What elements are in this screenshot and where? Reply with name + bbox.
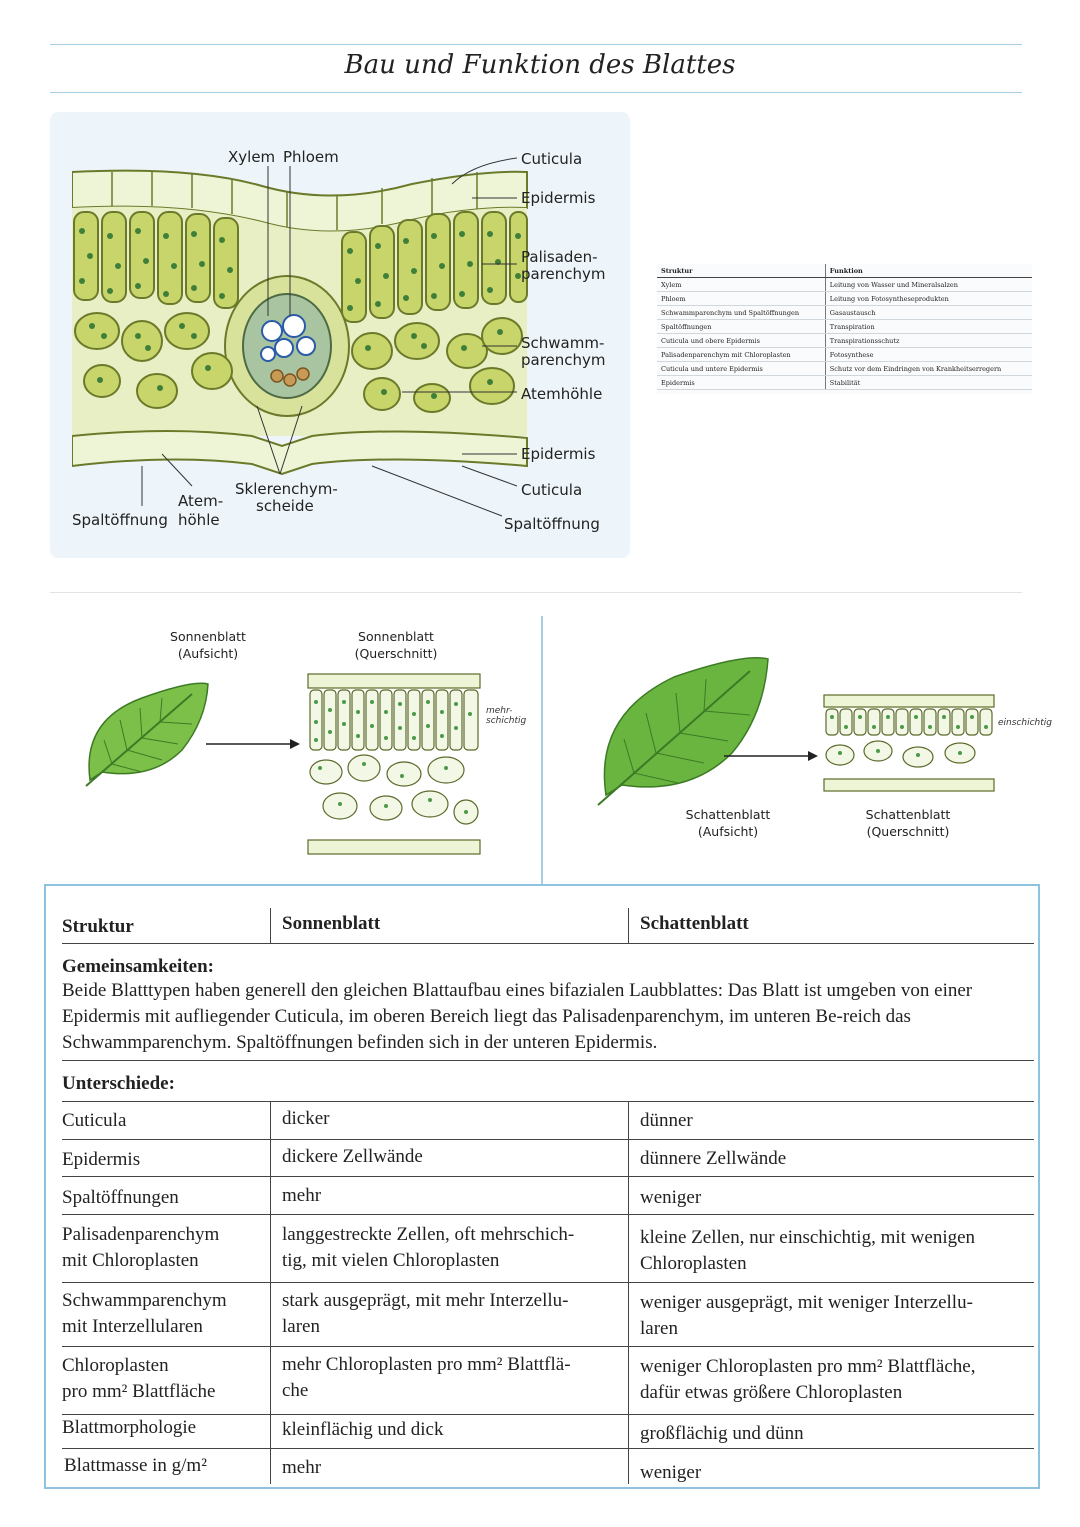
function-table-header [657, 264, 1032, 278]
caption-line: Sonnenblatt [170, 629, 246, 644]
table-cell: Xylem [657, 278, 825, 292]
caption-shade-top [676, 806, 780, 840]
cell-line: langgestreckte Zellen, oft mehrschich- [282, 1224, 575, 1245]
caption-line: (Aufsicht) [697, 824, 759, 839]
cell-line: che [282, 1380, 309, 1401]
row-palisaden-structure [62, 1222, 219, 1274]
label-atem-1: Atem- [178, 492, 224, 510]
table-cell: Epidermis [657, 376, 825, 390]
title-underline [50, 92, 1022, 93]
row-palisaden-shade [640, 1225, 975, 1277]
cell-line: Chloroplasten [62, 1355, 169, 1376]
row-chloroplasten-sun [282, 1352, 571, 1404]
cell-line: kleine Zellen, nur einschichtig, mit wenigen [640, 1227, 976, 1248]
row-rule [62, 1214, 1034, 1215]
table-cell: Cuticula und untere Epidermis [657, 362, 825, 376]
row-schwamm-sun [282, 1288, 568, 1340]
row-rule [62, 1282, 1034, 1283]
table-row [657, 348, 1032, 362]
header-divider [628, 908, 629, 944]
row-epidermis-sun: dickere Zellwände [282, 1146, 423, 1167]
table-row [657, 362, 1032, 376]
row-morphologie-sun: kleinflächig und dick [282, 1419, 444, 1440]
caption-line: (Querschnitt) [866, 824, 950, 839]
cell-line: Palisadenparenchym [62, 1224, 220, 1245]
function-table-header-funktion: Funktion [825, 264, 1032, 278]
header-sonnenblatt: Sonnenblatt [282, 913, 381, 934]
row-spaltoeffnungen-sun: mehr [282, 1185, 322, 1206]
table-row [657, 278, 1032, 292]
note-line: schichtig [486, 716, 527, 726]
section-divider [50, 592, 1022, 593]
cell-line: laren [640, 1318, 678, 1339]
table-cell: Fotosynthese [825, 348, 1032, 362]
row-morphologie-shade: großflächig und dünn [640, 1423, 804, 1444]
row-rule [62, 1139, 1034, 1140]
label-spaltoeffnung-left: Spaltöffnung [72, 511, 168, 529]
common-title: Gemeinsamkeiten: [62, 956, 214, 977]
table-row [657, 334, 1032, 348]
label-palisaden-2: parenchym [521, 265, 606, 283]
sun-leaf-cross-section [306, 672, 482, 858]
cell-line: weniger ausgeprägt, mit weniger Interzellu- [640, 1292, 973, 1313]
note-sun [486, 706, 536, 726]
label-spaltoeffnung-right: Spaltöffnung [504, 515, 600, 533]
header-schattenblatt: Schattenblatt [640, 913, 749, 934]
table-cell: Transpirationsschutz [825, 334, 1032, 348]
top-rule [50, 44, 1022, 45]
common-rule [62, 1060, 1034, 1061]
label-atem-2: höhle [178, 511, 220, 529]
row-epidermis-shade: dünnere Zellwände [640, 1148, 787, 1169]
cell-line: stark ausgeprägt, mit mehr Interzellu- [282, 1290, 569, 1311]
cell-line: weniger Chloroplasten pro mm² Blattfläche, [640, 1356, 976, 1377]
figure-divider [541, 616, 543, 884]
caption-shade-cross [856, 806, 960, 840]
cell-line: mit Chloroplasten [62, 1250, 199, 1271]
header-struktur: Struktur [62, 916, 134, 937]
table-cell: Schwammparenchym und Spaltöffnungen [657, 306, 825, 320]
table-cell: Cuticula und obere Epidermis [657, 334, 825, 348]
diff-rule [62, 1101, 1034, 1102]
row-rule [62, 1414, 1034, 1415]
cell-line: Chloroplasten [640, 1253, 747, 1274]
header-rule [62, 943, 1034, 944]
caption-sun-top [150, 628, 266, 662]
row-blattmasse-sun: mehr [282, 1457, 322, 1478]
shade-arrow [722, 748, 822, 764]
label-phloem: Phloem [283, 148, 339, 166]
label-epidermis-bottom: Epidermis [521, 445, 596, 463]
label-schwamm-2: parenchym [521, 351, 606, 369]
table-row [657, 376, 1032, 390]
label-cuticula-top: Cuticula [521, 150, 583, 168]
label-palisaden-1: Palisaden- [521, 248, 598, 266]
row-cuticula-sun: dicker [282, 1108, 330, 1129]
cell-line: mit Interzellularen [62, 1316, 203, 1337]
row-blattmasse-structure: Blattmasse in g/m² [64, 1455, 207, 1476]
row-spaltoeffnungen-structure: Spaltöffnungen [62, 1187, 179, 1208]
row-rule [62, 1176, 1034, 1177]
function-table [657, 264, 1032, 394]
cell-line: dafür etwas größere Chloroplasten [640, 1382, 903, 1403]
row-cuticula-structure: Cuticula [62, 1110, 127, 1131]
row-cuticula-shade: dünner [640, 1110, 693, 1131]
row-rule [62, 1448, 1034, 1449]
label-atemhoehle-right: Atemhöhle [521, 385, 603, 403]
row-morphologie-structure: Blattmorphologie [62, 1417, 197, 1438]
table-cell: Leitung von Fotosyntheseprodukten [825, 292, 1032, 306]
table-cell: Gasaustausch [825, 306, 1032, 320]
row-rule [62, 1346, 1034, 1347]
row-epidermis-structure: Epidermis [62, 1149, 141, 1170]
caption-line: Schattenblatt [865, 807, 951, 822]
cell-line: tig, mit vielen Chloroplasten [282, 1250, 500, 1271]
table-cell: Spaltöffnungen [657, 320, 825, 334]
sun-leaf-illustration [82, 680, 212, 790]
common-text: Beide Blatttypen haben generell den gleichen Blattaufbau eines bifazialen Laubblattes: Das Blatt ist umgeben von einer Epidermis mit aufliegender Cuticula, im oberen Bereich liegt das Palisadenparenchym, im unteren Be-reich das Schwammparenchym. Spaltöffnungen befinden sich in der unteren Epidermis. [62, 980, 973, 1053]
row-chloroplasten-structure [62, 1353, 215, 1405]
table-cell: Leitung von Wasser und Mineralsalzen [825, 278, 1032, 292]
row-blattmasse-shade: weniger [640, 1462, 702, 1483]
label-epidermis-top: Epidermis [521, 189, 596, 207]
row-chloroplasten-shade [640, 1354, 975, 1406]
caption-line: Schattenblatt [685, 807, 771, 822]
cell-line: laren [282, 1316, 320, 1337]
cell-line: Schwammparenchym [62, 1290, 227, 1311]
column-divider [628, 1101, 629, 1484]
table-cell: Transpiration [825, 320, 1032, 334]
caption-line: (Aufsicht) [177, 646, 239, 661]
header-divider [270, 908, 271, 944]
cell-line: mehr Chloroplasten pro mm² Blattflä- [282, 1354, 571, 1375]
shade-leaf-illustration [594, 655, 774, 810]
note-shade: einschichtig [998, 718, 1052, 728]
row-schwamm-shade [640, 1290, 973, 1342]
diff-title: Unterschiede: [62, 1073, 175, 1094]
table-cell: Phloem [657, 292, 825, 306]
label-sklerenchym-1: Sklerenchym- [235, 480, 338, 498]
function-table-header-struktur: Struktur [657, 264, 825, 278]
comparison-table [44, 884, 1040, 1489]
shade-leaf-cross-section [822, 693, 996, 795]
caption-line: (Querschnitt) [354, 646, 438, 661]
label-cuticula-bottom: Cuticula [521, 481, 583, 499]
table-row [657, 320, 1032, 334]
note-line: mehr- [486, 706, 513, 716]
cell-line: pro mm² Blattfläche [62, 1381, 216, 1402]
table-cell: Stabilität [825, 376, 1032, 390]
column-divider [270, 1101, 271, 1484]
row-schwamm-structure [62, 1288, 227, 1340]
label-sklerenchym-2: scheide [256, 497, 314, 515]
table-cell: Palisadenparenchym mit Chloroplasten [657, 348, 825, 362]
page-title: Bau und Funktion des Blattes [344, 50, 736, 80]
label-schwamm-1: Schwamm- [521, 334, 605, 352]
row-spaltoeffnungen-shade: weniger [640, 1187, 702, 1208]
caption-line: Sonnenblatt [358, 629, 434, 644]
sun-arrow [204, 736, 304, 752]
label-xylem: Xylem [228, 148, 276, 166]
table-cell: Schutz vor dem Eindringen von Krankheitserregern [825, 362, 1032, 376]
row-palisaden-sun [282, 1222, 574, 1274]
table-row [657, 292, 1032, 306]
caption-sun-cross [340, 628, 452, 662]
table-row [657, 306, 1032, 320]
